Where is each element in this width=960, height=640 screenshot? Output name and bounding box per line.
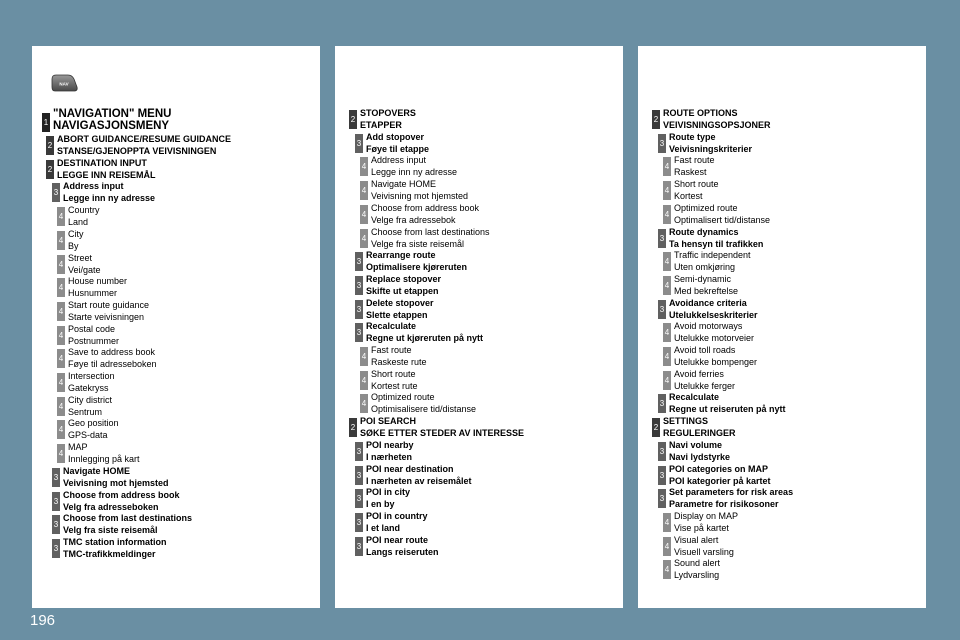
menu-item-norwegian: By	[68, 240, 79, 251]
level-badge: 3	[355, 300, 363, 319]
menu-item-norwegian: Lydvarsling	[674, 570, 720, 581]
menu-item-english: Choose from last destinations	[63, 513, 193, 524]
menu-item-english: POI SEARCH	[360, 416, 417, 427]
level-badge: 4	[57, 444, 65, 463]
level-badge: 4	[663, 252, 671, 271]
menu-item-norwegian: Velge fra siste reisemål	[371, 238, 465, 249]
menu-item-english: Avoidance criteria	[669, 297, 747, 308]
menu-item-norwegian: Velge fra adressebok	[371, 214, 456, 225]
level-badge: 3	[52, 492, 60, 511]
menu-item-norwegian: Skifte ut etappen	[366, 285, 439, 296]
menu-item-norwegian: Velg fra adresseboken	[63, 501, 159, 512]
level-badge: 2	[46, 160, 54, 179]
menu-item-english: TMC station information	[63, 536, 167, 547]
menu-item-text	[371, 154, 457, 178]
menu-item-norwegian: Utelukke motorveier	[674, 333, 755, 344]
menu-item-text	[366, 320, 483, 344]
menu-item-text	[68, 370, 115, 394]
menu-item-norwegian: Parametre for risikosoner	[669, 499, 779, 510]
menu-item-text	[674, 249, 751, 273]
level-badge: 4	[57, 397, 65, 416]
menu-column-1	[32, 46, 320, 608]
level-badge: 4	[57, 302, 65, 321]
menu-item-text	[663, 107, 771, 131]
menu-item-text	[669, 439, 730, 463]
level-badge: 4	[360, 371, 368, 390]
level-badge: 3	[355, 323, 363, 342]
menu-item-text	[674, 368, 735, 392]
menu-item-english: Short route	[674, 179, 719, 190]
menu-item-english: Choose from address book	[371, 202, 480, 213]
menu-item-norwegian: Optimalisert tid/distanse	[674, 214, 771, 225]
menu-item-english: Avoid ferries	[674, 368, 724, 379]
menu-item-norwegian: POI kategorier på kartet	[669, 475, 771, 486]
menu-item-english: POI categories on MAP	[669, 463, 769, 474]
menu-item-text	[669, 391, 786, 415]
level-badge: 4	[57, 207, 65, 226]
menu-item-english: Navigate HOME	[63, 465, 131, 476]
menu-item-english: Avoid motorways	[674, 321, 743, 332]
menu-item-text	[669, 486, 793, 510]
level-badge: 4	[663, 205, 671, 224]
level-badge: 2	[652, 110, 660, 129]
level-badge: 3	[658, 489, 666, 508]
menu-item-english: Rearrange route	[366, 250, 436, 261]
page-number: 196	[30, 612, 56, 629]
menu-item-text	[63, 465, 169, 489]
menu-item-text	[57, 157, 156, 181]
menu-item-text	[68, 275, 127, 299]
level-badge: 4	[663, 560, 671, 579]
level-badge: 4	[57, 420, 65, 439]
menu-item-norwegian: Langs reiseruten	[366, 546, 439, 557]
menu-item-text	[371, 178, 468, 202]
menu-item-text	[366, 510, 428, 534]
menu-item-english: ROUTE OPTIONS	[663, 108, 738, 118]
level-badge: 4	[663, 157, 671, 176]
level-badge: 3	[658, 442, 666, 461]
menu-item-norwegian: Raskest	[674, 167, 707, 178]
menu-item-english: POI near destination	[366, 463, 454, 474]
menu-item-norwegian: Postnummer	[68, 335, 120, 346]
menu-item-english: Country	[68, 205, 100, 216]
menu-item-english: Route dynamics	[669, 226, 739, 237]
menu-item-text	[674, 178, 719, 202]
level-badge: 3	[658, 394, 666, 413]
menu-item-english: SETTINGS	[663, 416, 709, 427]
menu-item-english: Address input	[371, 155, 427, 166]
menu-item-norwegian: ETAPPER	[360, 120, 402, 130]
menu-item-text	[68, 299, 149, 323]
menu-item-text	[68, 417, 119, 441]
menu-column-3	[638, 46, 926, 608]
menu-item-text	[68, 394, 112, 418]
menu-column-2	[335, 46, 623, 608]
menu-item-norwegian: Utelukke bompenger	[674, 357, 758, 367]
menu-item-english: Choose from last destinations	[371, 226, 490, 237]
nav-key-label: NAV	[59, 81, 69, 87]
menu-item-norwegian: Husnummer	[68, 288, 118, 299]
menu-item-norwegian: Visuell varsling	[674, 546, 734, 557]
menu-item-text	[371, 226, 490, 250]
menu-item-english: ABORT GUIDANCE/RESUME GUIDANCE	[57, 134, 232, 144]
menu-item-norwegian: Uten omkjøring	[674, 262, 736, 273]
level-badge: 4	[360, 229, 368, 248]
menu-item-english: POI in city	[366, 487, 411, 498]
menu-item-norwegian: STANSE/GJENOPPTA VEIVISNINGEN	[57, 146, 217, 156]
menu-item-norwegian: NAVIGASJONSMENY	[53, 120, 170, 132]
menu-item-text	[674, 534, 734, 558]
menu-item-english: Replace stopover	[366, 273, 442, 284]
menu-item-text	[674, 320, 754, 344]
level-badge: 4	[57, 373, 65, 392]
menu-item-norwegian: Føye til adresseboken	[68, 359, 157, 370]
nav-key-icon	[50, 73, 78, 98]
menu-item-norwegian: I nærheten av reisemålet	[366, 475, 472, 486]
menu-item-english: POI nearby	[366, 439, 414, 450]
menu-item-norwegian: Utelukkelseskriterier	[669, 309, 758, 320]
menu-item-norwegian: SØKE ETTER STEDER AV INTERESSE	[360, 428, 525, 439]
menu-item-text	[63, 180, 155, 204]
menu-item-text	[674, 202, 770, 226]
level-badge: 3	[658, 300, 666, 319]
menu-item-norwegian: Slette etappen	[366, 309, 428, 320]
menu-item-text	[366, 463, 472, 487]
level-badge: 1	[42, 113, 50, 132]
menu-item-text	[366, 297, 434, 321]
level-badge: 2	[349, 110, 357, 129]
menu-item-norwegian: GPS-data	[68, 430, 108, 441]
menu-item-text	[669, 463, 771, 487]
menu-item-english: Display on MAP	[674, 510, 739, 521]
menu-item-norwegian: Veivisning mot hjemsted	[371, 191, 469, 202]
level-badge: 3	[355, 489, 363, 508]
menu-item-norwegian: Optimalisere kjøreruten	[366, 262, 468, 273]
menu-item-text	[371, 391, 476, 415]
menu-item-english: Navigate HOME	[371, 179, 437, 190]
level-badge: 3	[355, 276, 363, 295]
menu-item-english: City district	[68, 394, 113, 405]
menu-item-norwegian: I nærheten	[366, 451, 413, 462]
level-badge: 4	[57, 278, 65, 297]
menu-item-text	[366, 131, 429, 155]
menu-item-english: Address input	[63, 181, 124, 192]
menu-item-norwegian: Legge inn ny adresse	[371, 167, 458, 178]
menu-item-norwegian: Raskeste rute	[371, 357, 427, 367]
menu-item-english: POI in country	[366, 510, 428, 521]
level-badge: 2	[46, 136, 54, 155]
menu-item-text	[674, 154, 715, 178]
menu-item-norwegian: Veivisning mot hjemsted	[63, 477, 169, 488]
menu-item-text	[360, 107, 416, 131]
menu-item-text	[669, 131, 752, 155]
menu-item-text	[57, 133, 231, 157]
menu-item-norwegian: Starte veivisningen	[68, 311, 145, 322]
menu-item-english: Choose from address book	[63, 489, 180, 500]
level-badge: 3	[355, 537, 363, 556]
level-badge: 4	[57, 326, 65, 345]
menu-item-norwegian: Sentrum	[68, 406, 103, 417]
level-badge: 2	[652, 418, 660, 437]
menu-item-norwegian: REGULERINGER	[663, 428, 736, 439]
level-badge: 4	[57, 231, 65, 250]
level-badge: 4	[57, 255, 65, 274]
menu-item-english: Delete stopover	[366, 297, 434, 308]
menu-item-norwegian: TMC-trafikkmeldinger	[63, 548, 156, 559]
menu-item-text	[669, 297, 758, 321]
menu-item-english: Fast route	[674, 155, 715, 166]
level-badge: 3	[52, 183, 60, 202]
level-badge: 3	[658, 134, 666, 153]
menu-item-text	[663, 415, 736, 439]
menu-item-text	[68, 252, 101, 276]
menu-item-norwegian: Optimisalisere tid/distanse	[371, 404, 477, 415]
menu-item-norwegian: LEGGE INN REISEMÅL	[57, 169, 156, 180]
menu-item-text	[674, 510, 738, 534]
menu-item-english: DESTINATION INPUT	[57, 157, 147, 168]
level-badge: 4	[663, 371, 671, 390]
level-badge: 3	[52, 468, 60, 487]
menu-item-norwegian: Regne ut kjøreruten på nytt	[366, 333, 484, 344]
menu-item-english: Optimized route	[371, 392, 435, 403]
menu-item-english: Visual alert	[674, 534, 719, 545]
menu-item-english: STOPOVERS	[360, 108, 416, 118]
menu-item-norwegian: Med bekreftelse	[674, 285, 739, 296]
menu-item-text	[366, 486, 410, 510]
menu-item-english: Start route guidance	[68, 299, 150, 310]
level-badge: 4	[360, 205, 368, 224]
level-badge: 3	[355, 134, 363, 153]
menu-item-norwegian: Land	[68, 217, 89, 228]
menu-item-text	[63, 489, 180, 513]
menu-item-norwegian: Føye til etappe	[366, 143, 430, 154]
menu-item-text	[371, 202, 479, 226]
menu-item-text	[63, 512, 192, 536]
level-badge: 4	[360, 157, 368, 176]
menu-item-text	[68, 204, 100, 228]
menu-item-norwegian: I en by	[366, 499, 395, 510]
menu-item-norwegian: Vise på kartet	[674, 522, 729, 533]
level-badge: 4	[663, 347, 671, 366]
level-badge: 3	[658, 229, 666, 248]
menu-item-text	[366, 249, 467, 273]
menu-item-text	[674, 273, 738, 297]
menu-item-english: Recalculate	[366, 321, 417, 332]
menu-item-text	[674, 344, 757, 368]
menu-item-norwegian: Navi lydstyrke	[669, 451, 731, 462]
menu-item-text	[68, 228, 84, 252]
menu-item-text	[68, 323, 119, 347]
menu-item-english: "NAVIGATION" MENU	[53, 108, 172, 120]
level-badge: 4	[663, 323, 671, 342]
level-badge: 4	[360, 394, 368, 413]
menu-item-norwegian: VEIVISNINGSOPSJONER	[663, 120, 771, 130]
menu-item-norwegian: Gatekryss	[68, 383, 109, 393]
menu-item-norwegian: Ta hensyn til trafikken	[669, 238, 764, 249]
menu-item-english: Set parameters for risk areas	[669, 487, 794, 498]
menu-item-norwegian: Vei/gate	[68, 264, 101, 275]
level-badge: 2	[349, 418, 357, 437]
menu-item-english: Traffic independent	[674, 250, 751, 261]
menu-item-english: Semi-dynamic	[674, 273, 732, 284]
menu-item-english: Navi volume	[669, 439, 723, 450]
menu-item-english: Save to address book	[68, 347, 156, 358]
menu-item-norwegian: Veivisningskriterier	[669, 143, 753, 154]
menu-item-norwegian: Regne ut reiseruten på nytt	[669, 404, 786, 415]
menu-item-norwegian: I et land	[366, 522, 401, 533]
menu-item-english: Postal code	[68, 323, 116, 334]
menu-item-english: Avoid toll roads	[674, 345, 736, 355]
menu-item-english: Intersection	[68, 371, 115, 381]
menu-item-norwegian: Utelukke ferger	[674, 380, 736, 391]
menu-item-text	[68, 346, 157, 370]
menu-item-english: Route type	[669, 131, 716, 142]
menu-item-text	[366, 534, 439, 558]
menu-item-english: Add stopover	[366, 131, 425, 142]
menu-item-english: City	[68, 228, 84, 239]
menu-item-text	[366, 273, 441, 297]
menu-item-norwegian: Kortest	[674, 191, 703, 202]
menu-item-english: Fast route	[371, 345, 412, 355]
menu-item-norwegian: Legge inn ny adresse	[63, 193, 156, 204]
menu-item-text	[53, 108, 171, 132]
menu-item-english: Optimized route	[674, 202, 738, 213]
menu-item-english: Sound alert	[674, 558, 721, 569]
menu-item-text	[674, 557, 720, 581]
menu-item-text	[366, 439, 414, 463]
level-badge: 3	[355, 252, 363, 271]
menu-item-english: POI near route	[366, 534, 429, 545]
level-badge: 3	[658, 466, 666, 485]
menu-item-text	[371, 344, 427, 368]
menu-item-text	[63, 536, 167, 560]
menu-item-norwegian: Kortest rute	[371, 380, 418, 391]
level-badge: 4	[360, 181, 368, 200]
menu-item-english: MAP	[68, 442, 88, 453]
menu-item-english: Short route	[371, 368, 416, 379]
menu-item-text	[360, 415, 524, 439]
menu-item-norwegian: Innlegging på kart	[68, 454, 140, 465]
menu-item-english: Street	[68, 252, 93, 263]
menu-item-text	[669, 226, 763, 250]
level-badge: 3	[52, 539, 60, 558]
level-badge: 3	[355, 442, 363, 461]
level-badge: 4	[663, 513, 671, 532]
menu-item-english: Geo position	[68, 418, 119, 429]
level-badge: 3	[355, 513, 363, 532]
menu-item-english: Recalculate	[669, 392, 720, 403]
level-badge: 4	[663, 537, 671, 556]
menu-item-text	[371, 368, 418, 392]
level-badge: 4	[57, 349, 65, 368]
level-badge: 4	[663, 276, 671, 295]
menu-item-english: House number	[68, 276, 128, 287]
level-badge: 4	[663, 181, 671, 200]
menu-item-norwegian: Velg fra siste reisemål	[63, 525, 158, 536]
menu-item-text	[68, 441, 140, 465]
level-badge: 3	[355, 466, 363, 485]
level-badge: 4	[360, 347, 368, 366]
level-badge: 3	[52, 515, 60, 534]
